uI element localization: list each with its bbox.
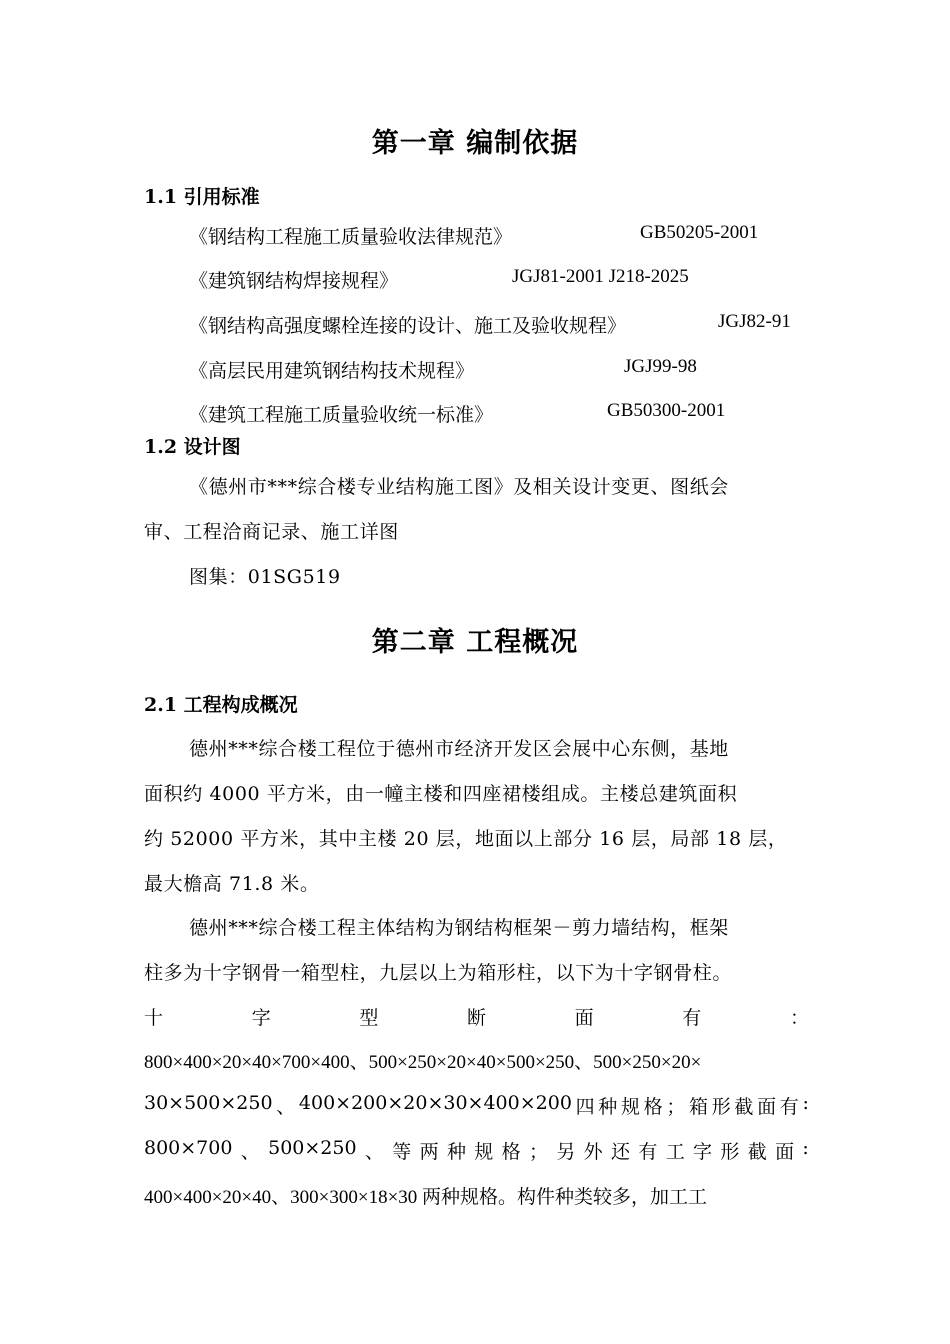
text-run: : (802, 1137, 809, 1159)
text-run: 800×700 (144, 1137, 233, 1159)
text-run: 截 (747, 1141, 767, 1163)
text-run: : (802, 1092, 809, 1114)
paragraph-line: 德州***综合楼工程主体结构为钢结构框架－剪力墙结构，框架 (189, 917, 729, 939)
section-2-1-heading: 2.1 工程构成概况 (144, 694, 298, 716)
reference-code: JGJ99-98 (624, 356, 697, 377)
reference-name: 《高层民用建筑钢结构技术规程》 (189, 360, 475, 382)
text-run: 型 (359, 1007, 379, 1029)
text-run: 种 (598, 1096, 618, 1118)
paragraph-line: 审、工程洽商记录、施工详图 (144, 521, 399, 543)
text-run: 500×250 (268, 1137, 357, 1159)
text-run: 等 (392, 1141, 412, 1163)
text-run: 有 (779, 1096, 799, 1118)
text-run: 面 (574, 1007, 594, 1029)
paragraph-line: 图集：01SG519 (189, 566, 341, 588)
paragraph-line: 约 52000 平方米，其中主楼 20 层，地面以上部分 16 层，局部 18 层， (144, 828, 788, 850)
text-run: 箱 (689, 1096, 709, 1118)
paragraph-line: 《德州市***综合楼专业结构施工图》及相关设计变更、图纸会 (189, 476, 729, 498)
section-1-2-heading: 1.2 设计图 (144, 436, 241, 458)
text-run: 30×500×250 (144, 1092, 273, 1114)
text-run: 400×200×20×30×400×200 (298, 1092, 572, 1114)
text-run: ； (528, 1141, 548, 1163)
section-1-1-heading: 1.1 引用标准 (144, 186, 260, 208)
text-run: 面 (775, 1141, 795, 1163)
paragraph-line: 面积约 4000 平方米，由一幢主楼和四座裙楼组成。主楼总建筑面积 (144, 783, 738, 805)
paragraph-line: 德州***综合楼工程位于德州市经济开发区会展中心东侧，基地 (189, 738, 729, 760)
text-run: 截 (734, 1096, 754, 1118)
text-run: 十 (144, 1007, 164, 1029)
text-run: 种 (446, 1141, 466, 1163)
text-run: ； (666, 1096, 686, 1118)
text-run: 两 (419, 1141, 439, 1163)
reference-name: 《建筑钢结构焊接规程》 (189, 270, 399, 292)
text-run: 还 (611, 1141, 631, 1163)
text-run: 工 (665, 1141, 685, 1163)
text-run: 、 (240, 1141, 260, 1163)
reference-code: JGJ81-2001 J218-2025 (512, 266, 689, 287)
paragraph-line: 柱多为十字钢骨一箱型柱，九层以上为箱形柱，以下为十字钢骨柱。 (144, 962, 733, 984)
chapter-2-title: 第二章 工程概况 (371, 627, 579, 658)
text-run: 字 (251, 1007, 271, 1029)
text-run: 字 (693, 1141, 713, 1163)
text-run: 外 (583, 1141, 603, 1163)
paragraph-line: 400×400×20×40、300×300×18×30 两种规格。构件种类较多，加工工 (144, 1187, 708, 1208)
text-run: 另 (556, 1141, 576, 1163)
text-run: 格 (501, 1141, 521, 1163)
justified-line (144, 1137, 809, 1164)
text-run: 有 (682, 1007, 702, 1029)
reference-code: JGJ82-91 (718, 311, 791, 332)
text-run: 有 (638, 1141, 658, 1163)
chapter-1-title: 第一章 编制依据 (371, 128, 579, 159)
text-run: 规 (474, 1141, 494, 1163)
text-run: 、 (364, 1141, 384, 1163)
reference-code: GB50205-2001 (640, 222, 759, 243)
text-run: 、 (276, 1096, 296, 1118)
reference-name: 《钢结构高强度螺栓连接的设计、施工及验收规程》 (189, 315, 627, 337)
text-run: ： (789, 1007, 809, 1029)
reference-code: GB50300-2001 (607, 400, 726, 421)
justified-line (144, 1092, 809, 1119)
text-run: 面 (757, 1096, 777, 1118)
justified-line (144, 1003, 809, 1030)
reference-name: 《钢结构工程施工质量验收法律规范》 (189, 226, 513, 248)
text-run: 四 (575, 1096, 595, 1118)
text-run: 形 (720, 1141, 740, 1163)
text-run: 规 (620, 1096, 640, 1118)
reference-name: 《建筑工程施工质量验收统一标准》 (189, 404, 494, 426)
paragraph-line: 最大檐高 71.8 米。 (144, 873, 320, 895)
text-run: 形 (711, 1096, 731, 1118)
text-run: 断 (466, 1007, 486, 1029)
text-run: 格 (643, 1096, 663, 1118)
paragraph-line: 800×400×20×40×700×400、500×250×20×40×500×250、500×250×20× (144, 1052, 702, 1073)
